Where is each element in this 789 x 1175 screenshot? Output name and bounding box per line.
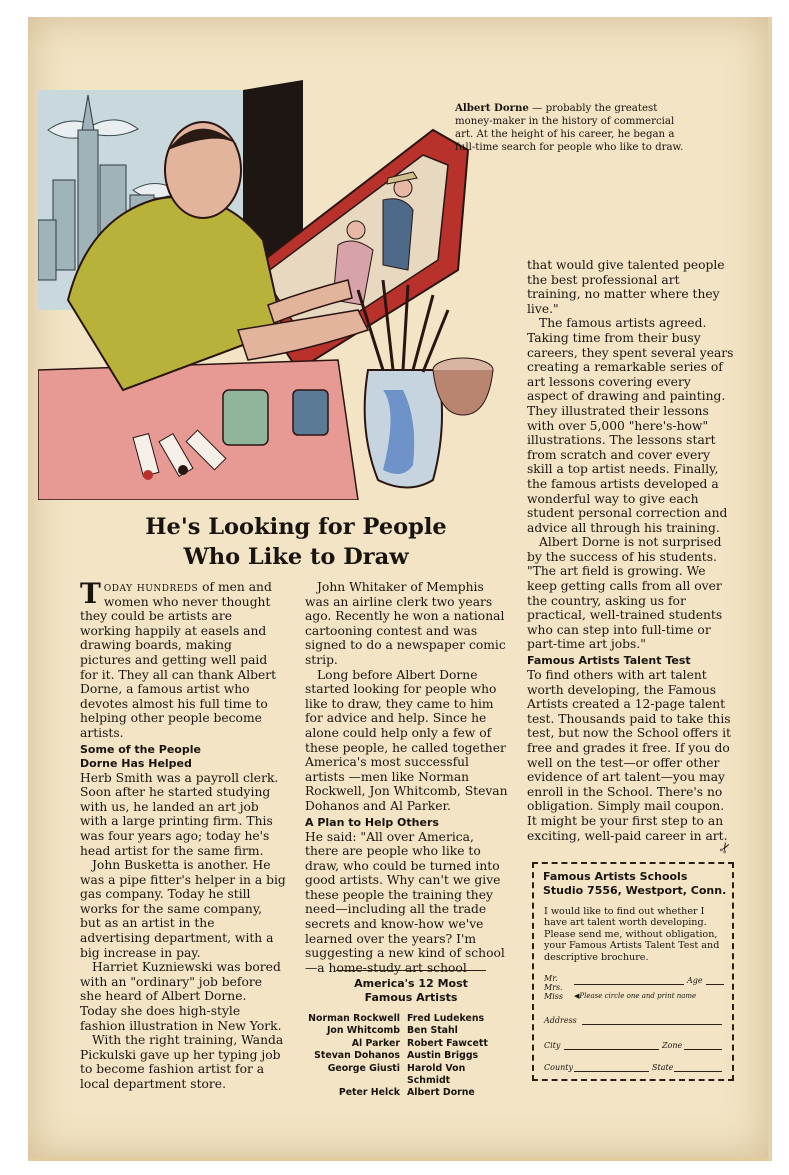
- paragraph-continued: that would give talented people the best professional art training, no matter where they live.": [527, 258, 725, 316]
- paragraph-he-said: He said: "All over America, there are people who like to draw, who could be turned into good artists. Why can't we give these people the training they need—including all the trade secrets and know-how we've learned over the years? I'm suggesting a new kind of school—a home-study art school: [305, 829, 505, 975]
- paragraph-artists-agreed: The famous artists agreed. Taking time from their busy careers, they spent several years creating a remarkable series of art lessons covering every aspect of drawing and painting. They illustrated their lessons with over 5,000 "here's-how" illustrations. The lessons start from scratch and cover every skill a top artist needs. Finally, the famous artists developed a wonderful way to give each student personal correction and advice all through his training.: [527, 316, 734, 535]
- artist-name: George Giusti: [327, 1062, 400, 1074]
- mail-coupon[interactable]: [532, 862, 734, 1081]
- artist-illustration: [38, 70, 508, 500]
- column-2: [305, 580, 511, 975]
- city-line[interactable]: [564, 1049, 659, 1050]
- famous-artists-box: [308, 970, 514, 1100]
- artist-name: Albert Dorne: [407, 1087, 475, 1099]
- paragraph-john-whitaker: John Whitaker of Memphis was an airline clerk two years ago. Recently he won a national cartooning contest and was signed to do a newspaper comic strip.: [305, 580, 506, 667]
- scissors-icon: ✂: [716, 838, 736, 858]
- state-label: State: [652, 1063, 674, 1072]
- address-line[interactable]: [582, 1024, 722, 1025]
- headline-line-2: Who Like to Draw: [183, 544, 409, 570]
- paragraph-wanda-pickulski: With the right training, Wanda Pickulski gave up her typing job to become fashion artist for a local department store.: [80, 1033, 284, 1091]
- paragraph-herb-smith: Herb Smith was a payroll clerk. Soon after he started studying with us, he landed an art job with a large printing firm. This was four years ago; today he's head artist for the same firm.: [80, 770, 279, 858]
- circle-hint: ◀Please circle one and print name: [574, 992, 697, 1000]
- coupon-body: I would like to find out whether I have art talent worth developing. Please send me, without obligation, your Famous Artists Talent Test and descriptive brochure.: [544, 906, 720, 963]
- subhead-plan: A Plan to Help Others: [305, 815, 439, 829]
- artist-name: Peter Helck: [338, 1087, 400, 1099]
- paragraph-long-before: Long before Albert Dorne started looking for people who like to draw, they came to him for advice and help. Since he alone could help only a few of these people, he called together America's most successful artists —men like Norman Rockwell, Jon Whitcomb, Stevan Dohanos and Al Parker.: [305, 667, 508, 813]
- headline-line-1: He's Looking for People: [145, 514, 447, 540]
- caption-text: — probably the greatest money-maker in the history of commercial art. At the height of his career, he began a full-time search for people who like to draw.: [455, 103, 684, 153]
- paragraph-talent-test: To find others with art talent worth developing, the Famous Artists created a 12-page talent test. Thousands paid to take this test, but now the School offers it free and grades it free. If you do well on the test—or offer other evidence of art talent—you may enroll in the School. There's no obligation. Simply mail coupon. It might be your first step to an exciting, well-paid career in art.: [527, 668, 732, 843]
- age-label: Age: [687, 976, 703, 985]
- name-line[interactable]: [574, 984, 684, 985]
- intro-text: of men and women who never thought they could be artists are working happily at easels and drawing boards, making pictures and getting well paid for it. They all can thank Albert Dorne, a famous artist who devotes almost his full time to helping other people become artists.: [80, 580, 277, 740]
- county-line[interactable]: [574, 1071, 649, 1072]
- title-options: Mr. Mrs. Miss: [544, 974, 563, 1001]
- artist-name: Al Parker: [351, 1037, 400, 1049]
- subhead-talent-test: Famous Artists Talent Test: [527, 654, 691, 668]
- lead-small-caps: oday hundreds: [103, 580, 199, 594]
- artist-name: Austin Briggs: [407, 1050, 479, 1062]
- intro-paragraph: [80, 577, 286, 741]
- drop-cap: T: [80, 577, 101, 610]
- subhead-some-people: Some of the People Dorne Has Helped: [80, 742, 201, 770]
- address-label: Address: [544, 1016, 577, 1025]
- paragraph-harriet-kuzniewski: Harriet Kuzniewski was bored with an "ordinary" job before she heard of Albert Dorne. Today she does high-style fashion illustration in New York.: [80, 960, 282, 1033]
- artist-name: Jon Whitcomb: [326, 1025, 400, 1037]
- county-label: County: [544, 1063, 573, 1072]
- caption-name: Albert Dorne: [455, 102, 529, 114]
- artist-name: Fred Ludekens: [407, 1013, 485, 1024]
- paragraph-john-busketta: John Busketta is another. He was a pipe fitter's helper in a big gas company. Today he still works for the same company, but as an artist in the advertising department, with a big increase in pay.: [80, 858, 286, 960]
- zone-label: Zone: [662, 1041, 683, 1050]
- column-1: [80, 577, 286, 1092]
- coupon-address: Famous Artists Schools Studio 7556, Westport, Conn.: [543, 870, 727, 897]
- famous-artists-list: [308, 1013, 514, 1100]
- paragraph-not-surprised: Albert Dorne is not surprised by the success of his students. "The art field is growing. We keep getting calls from all over the country, asking us for practical, well-trained students who can step into full-time or part-time art jobs.": [527, 535, 723, 652]
- column-3: [527, 258, 735, 843]
- artist-name: Stevan Dohanos: [314, 1050, 400, 1062]
- state-line[interactable]: [674, 1071, 722, 1072]
- illustration-caption: [455, 102, 695, 154]
- artist-name: Ben Stahl: [407, 1025, 458, 1037]
- age-line[interactable]: [706, 984, 724, 985]
- famous-artists-title: America's 12 Most Famous Artists: [354, 977, 468, 1004]
- artist-name: Robert Fawcett: [407, 1037, 488, 1049]
- divider: [336, 970, 486, 971]
- artist-name: Harold Von Schmidt: [407, 1062, 466, 1087]
- city-label: City: [544, 1041, 561, 1050]
- headline: [80, 512, 512, 572]
- artist-name: Norman Rockwell: [308, 1013, 400, 1024]
- zone-line[interactable]: [684, 1049, 722, 1050]
